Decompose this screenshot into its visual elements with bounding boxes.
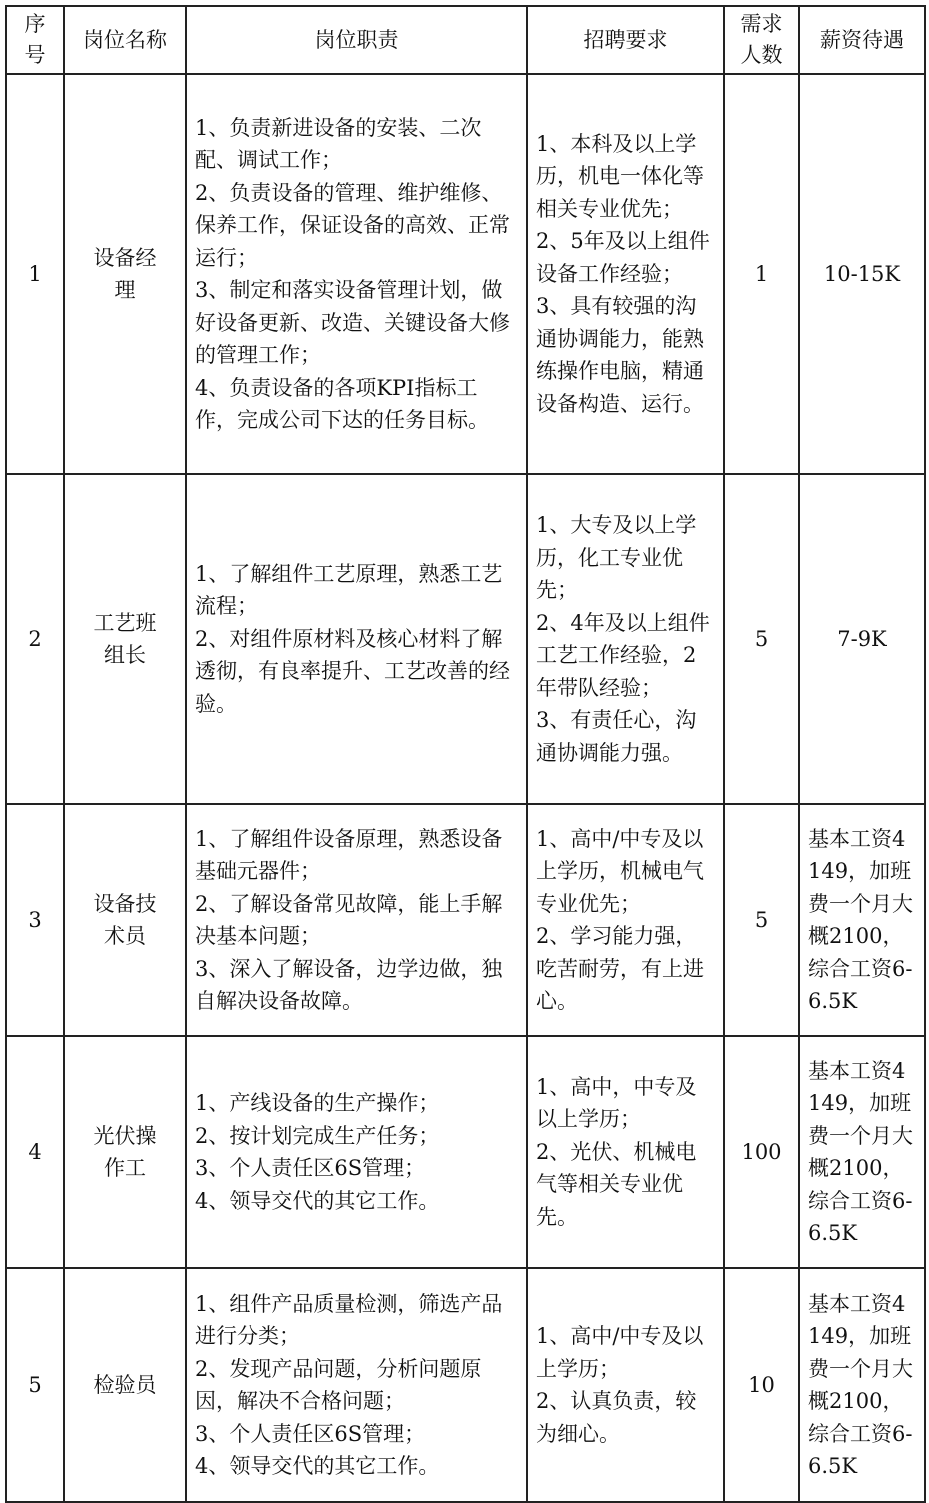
cell-position: 光伏操 作工 xyxy=(64,1036,186,1268)
cell-requirements: 1、高中，中专及以上学历； 2、光伏、机械电气等相关专业优先。 xyxy=(527,1036,724,1268)
cell-position: 工艺班 组长 xyxy=(64,474,186,804)
cell-salary: 基本工资4149，加班费一个月大概2100，综合工资6-6.5K xyxy=(799,804,925,1036)
cell-seq: 3 xyxy=(6,804,64,1036)
cell-position: 检验员 xyxy=(64,1268,186,1502)
recruitment-table xyxy=(5,5,926,1503)
header-position: 岗位名称 xyxy=(64,6,186,74)
cell-seq: 1 xyxy=(6,74,64,474)
cell-duties: 1、了解组件工艺原理，熟悉工艺流程； 2、对组件原材料及核心材料了解透彻，有良率提升、工艺改善的经验。 xyxy=(186,474,527,804)
header-row xyxy=(6,6,925,74)
cell-seq: 5 xyxy=(6,1268,64,1502)
cell-position: 设备技 术员 xyxy=(64,804,186,1036)
cell-seq: 2 xyxy=(6,474,64,804)
cell-requirements: 1、大专及以上学历，化工专业优先； 2、4年及以上组件工艺工作经验，2年带队经验； 3、有责任心，沟通协调能力强。 xyxy=(527,474,724,804)
cell-requirements: 1、本科及以上学历，机电一体化等相关专业优先； 2、5年及以上组件设备工作经验； 3、具有较强的沟通协调能力，能熟练操作电脑，精通设备构造、运行。 xyxy=(527,74,724,474)
cell-salary: 基本工资4149，加班费一个月大概2100，综合工资6-6.5K xyxy=(799,1036,925,1268)
cell-duties: 1、组件产品质量检测，筛选产品进行分类； 2、发现产品问题，分析问题原因，解决不合格问题； 3、个人责任区6S管理； 4、领导交代的其它工作。 xyxy=(186,1268,527,1502)
cell-duties: 1、产线设备的生产操作； 2、按计划完成生产任务； 3、个人责任区6S管理； 4、领导交代的其它工作。 xyxy=(186,1036,527,1268)
cell-requirements: 1、高中/中专及以上学历； 2、认真负责，较为细心。 xyxy=(527,1268,724,1502)
cell-duties: 1、了解组件设备原理，熟悉设备基础元器件； 2、了解设备常见故障，能上手解决基本问题； 3、深入了解设备，边学边做，独自解决设备故障。 xyxy=(186,804,527,1036)
header-salary: 薪资待遇 xyxy=(799,6,925,74)
cell-position: 设备经 理 xyxy=(64,74,186,474)
cell-salary: 7-9K xyxy=(799,474,925,804)
cell-headcount: 5 xyxy=(724,474,799,804)
header-seq: 序 号 xyxy=(6,6,64,74)
cell-salary: 基本工资4149，加班费一个月大概2100，综合工资6-6.5K xyxy=(799,1268,925,1502)
cell-headcount: 5 xyxy=(724,804,799,1036)
table-row xyxy=(6,1036,925,1268)
cell-duties: 1、负责新进设备的安装、二次配、调试工作； 2、负责设备的管理、维护维修、保养工作，保证设备的高效、正常运行； 3、制定和落实设备管理计划，做好设备更新、改造、关键设备大修的管理工作； 4、负责设备的各项KPI指标工作，完成公司下达的任务目标。 xyxy=(186,74,527,474)
table-row xyxy=(6,74,925,474)
cell-seq: 4 xyxy=(6,1036,64,1268)
header-headcount: 需求 人数 xyxy=(724,6,799,74)
cell-requirements: 1、高中/中专及以上学历，机械电气专业优先； 2、学习能力强，吃苦耐劳，有上进心。 xyxy=(527,804,724,1036)
cell-headcount: 100 xyxy=(724,1036,799,1268)
cell-salary: 10-15K xyxy=(799,74,925,474)
table-row xyxy=(6,804,925,1036)
cell-headcount: 10 xyxy=(724,1268,799,1502)
table-row xyxy=(6,474,925,804)
header-duties: 岗位职责 xyxy=(186,6,527,74)
header-requirements: 招聘要求 xyxy=(527,6,724,74)
cell-headcount: 1 xyxy=(724,74,799,474)
table-row xyxy=(6,1268,925,1502)
